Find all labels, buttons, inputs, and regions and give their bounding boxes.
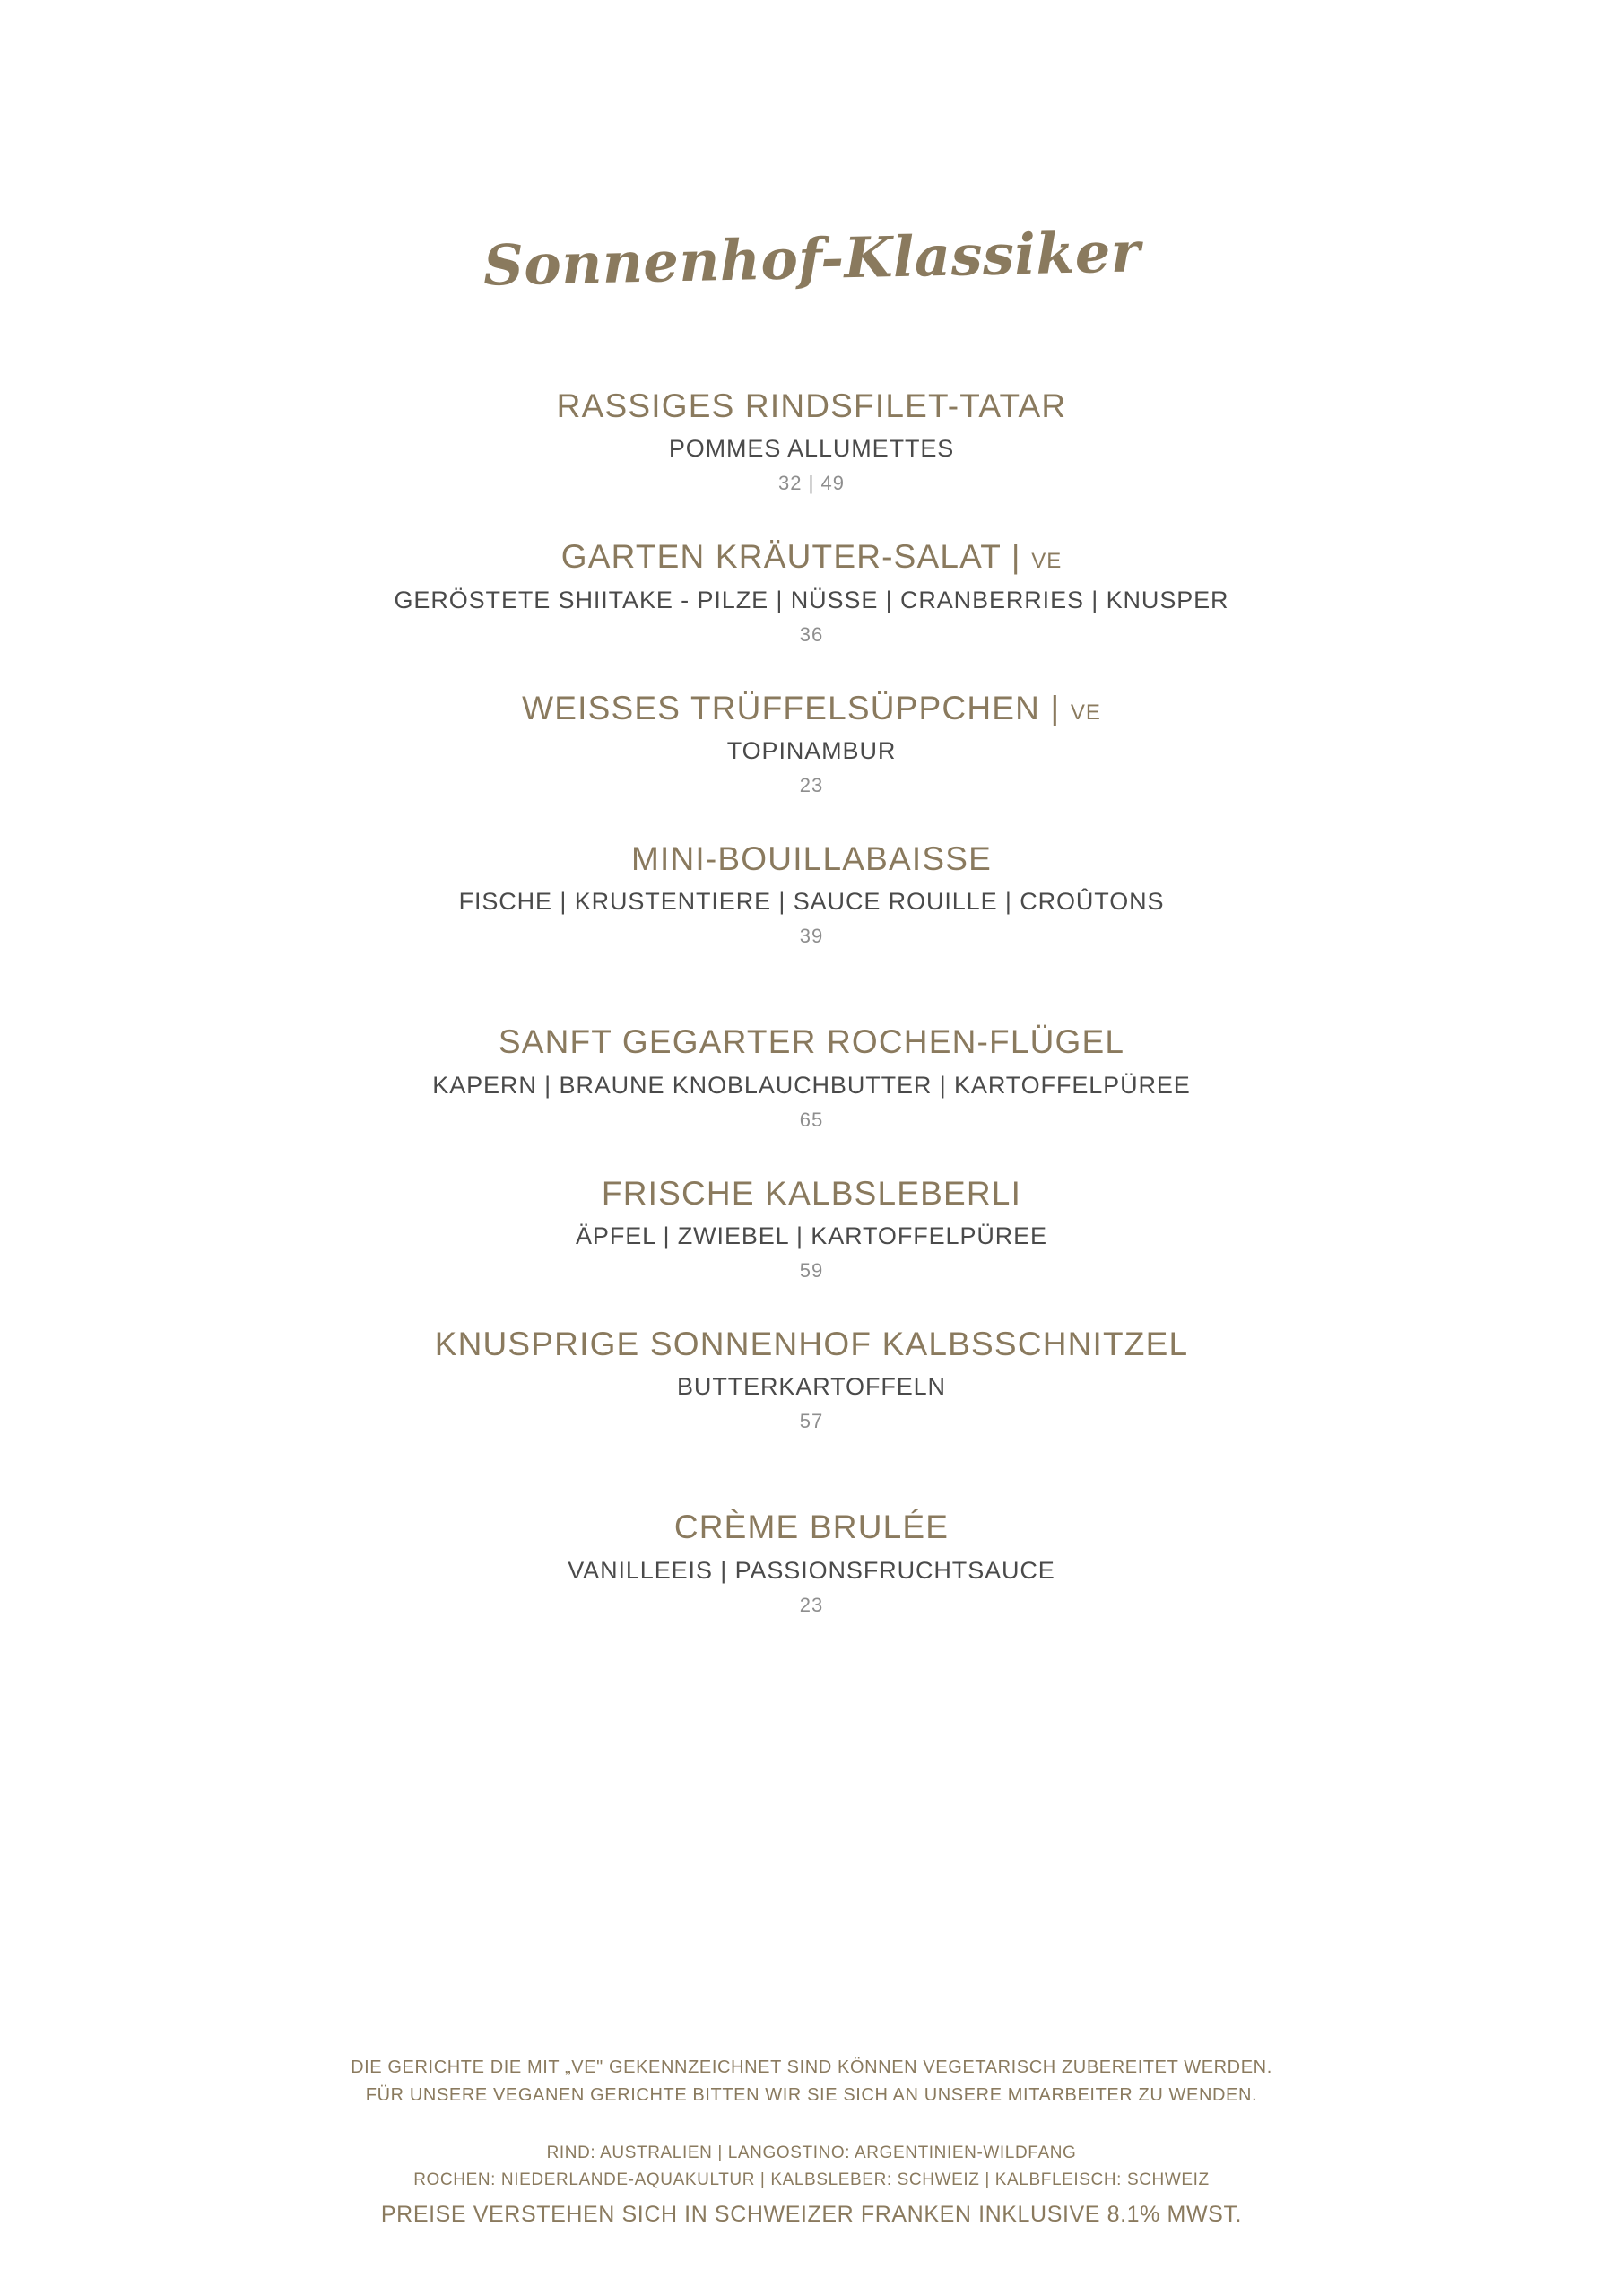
dish-name <box>161 839 1462 880</box>
menu-item <box>161 1173 1462 1283</box>
dish-name <box>161 1507 1462 1548</box>
dish-ve-tag: VE <box>1070 700 1101 725</box>
dish-price: 36 <box>799 622 824 646</box>
dish-name-text: RASSIGES RINDSFILET-TATAR <box>556 387 1067 424</box>
dish-description: BUTTERKARTOFFELN <box>677 1373 946 1401</box>
footer-note-line-1: DIE GERICHTE DIE MIT „VE" GEKENNZEICHNET SIND KÖNNEN VEGETARISCH ZUBEREITET WERDEN. <box>351 2057 1272 2077</box>
footer-vat-note: PREISE VERSTEHEN SICH IN SCHWEIZER FRANKEN INKLUSIVE 8.1% MWST. <box>380 2201 1243 2227</box>
dish-description: TOPINAMBUR <box>726 736 897 764</box>
menu-section-mains <box>161 1022 1462 1433</box>
dish-name-text: SANFT GEGARTER ROCHEN-FLÜGEL <box>498 1023 1125 1061</box>
dish-description: GERÖSTETE SHIITAKE - PILZE | NÜSSE | CRANBERRIES | KNUSPER <box>394 586 1229 613</box>
dish-price: 59 <box>799 1259 824 1283</box>
dish-name <box>161 1173 1462 1214</box>
footer-origin-line-2: ROCHEN: NIEDERLANDE-AQUAKULTUR | KALBSLEBER: SCHWEIZ | KALBFLEISCH: SCHWEIZ <box>413 2170 1210 2190</box>
menu-section-starters <box>161 386 1462 948</box>
dish-price: 23 <box>799 774 824 797</box>
footer-note <box>0 2054 1623 2109</box>
dish-description: ÄPFEL | ZWIEBEL | KARTOFFELPÜREE <box>576 1222 1047 1249</box>
dish-name-text: GARTEN KRÄUTER-SALAT | <box>560 538 1021 576</box>
dish-description: FISCHE | KRUSTENTIERE | SAUCE ROUILLE | CROÛTONS <box>458 888 1165 916</box>
dish-name <box>161 386 1462 427</box>
dish-price: 39 <box>799 925 824 948</box>
dish-price: 65 <box>799 1108 824 1131</box>
dish-name-text: WEISSES TRÜFFELSÜPPCHEN | <box>522 689 1061 726</box>
dish-name-text: CRÈME BRULÉE <box>673 1509 950 1546</box>
page-title: Sonnenhof-Klassiker <box>482 219 1141 299</box>
menu-item <box>161 1507 1462 1616</box>
menu-footer <box>0 2054 1623 2231</box>
menu-item <box>161 536 1462 646</box>
menu-section-desserts <box>161 1507 1462 1616</box>
dish-price: 23 <box>799 1593 824 1616</box>
menu-item <box>161 1022 1462 1131</box>
dish-name <box>161 1022 1462 1063</box>
footer-note-line-2: FÜR UNSERE VEGANEN GERICHTE BITTEN WIR SIE SICH AN UNSERE MITARBEITER ZU WENDEN. <box>365 2084 1258 2105</box>
menu-item <box>161 1324 1462 1433</box>
dish-price: 32 | 49 <box>778 472 845 495</box>
dish-name <box>161 688 1462 729</box>
menu-item <box>161 688 1462 797</box>
dish-description: POMMES ALLUMETTES <box>668 435 955 463</box>
footer-origins <box>0 2140 1623 2195</box>
dish-description: KAPERN | BRAUNE KNOBLAUCHBUTTER | KARTOFFELPÜREE <box>432 1071 1191 1099</box>
footer-origin-line-1: RIND: AUSTRALIEN | LANGOSTINO: ARGENTINIEN-WILDFANG <box>546 2143 1077 2162</box>
dish-ve-tag: VE <box>1031 549 1063 574</box>
dish-name <box>161 1324 1462 1365</box>
menu-item <box>161 839 1462 948</box>
dish-description: VANILLEEIS | PASSIONSFRUCHTSAUCE <box>568 1556 1055 1584</box>
menu-sections <box>161 386 1462 1617</box>
dish-name-text: FRISCHE KALBSLEBERLI <box>601 1174 1022 1212</box>
menu-item <box>161 386 1462 495</box>
dish-name-text: MINI-BOUILLABAISSE <box>631 840 992 878</box>
dish-name <box>161 536 1462 578</box>
dish-price: 57 <box>799 1410 824 1433</box>
dish-name-text: KNUSPRIGE SONNENHOF KALBSSCHNITZEL <box>434 1326 1189 1363</box>
